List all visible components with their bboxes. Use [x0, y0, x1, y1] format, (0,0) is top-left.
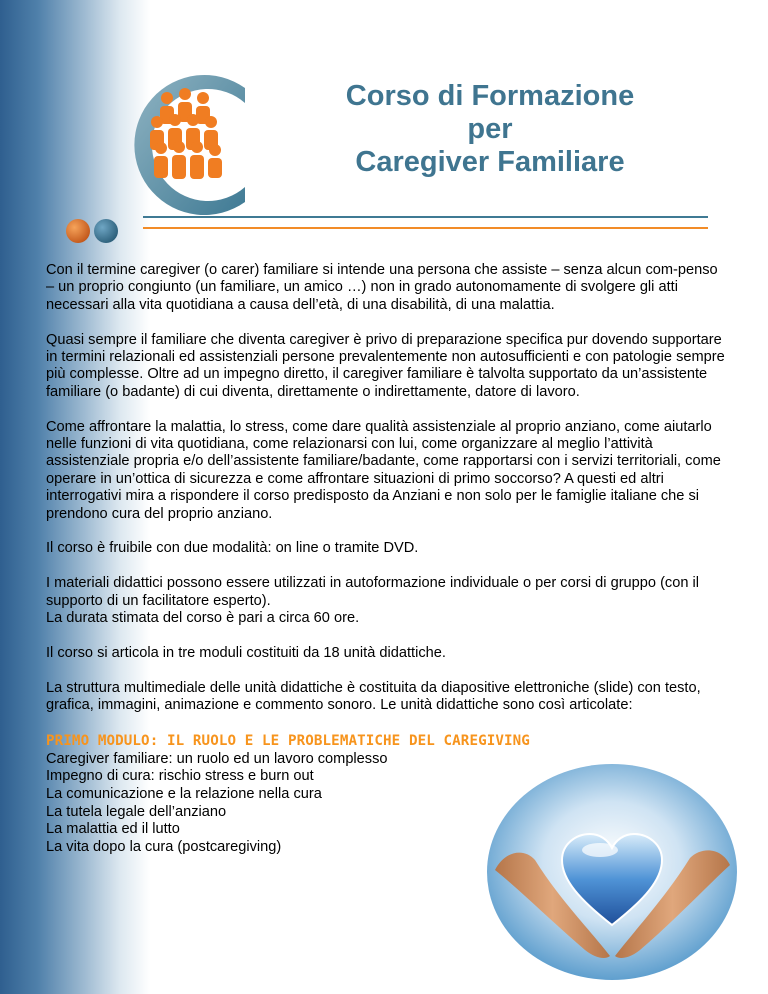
structure-paragraph: Il corso si articola in tre moduli costituiti da 18 unità didattiche. — [46, 644, 446, 661]
module-1-item: Caregiver familiare: un ruolo ed un lavoro complesso — [46, 750, 388, 767]
materials-line-2: La durata stimata del corso è pari a circa 60 ore. — [46, 610, 360, 627]
title-line-2: per — [467, 113, 513, 145]
intro-paragraph-1: Con il termine caregiver (o carer) familiare si intende una persona che assiste – senza alcun com-penso – un proprio congiunto (un familiare, un amico …) non in grado autonomamente di svolgere gli atti necessari alla vita quotidiana a causa dell’età, di una disabilità, di una malattia. — [46, 262, 718, 313]
title-line-1: Corso di Formazione — [345, 80, 635, 112]
intro-paragraph-3: Come affrontare la malattia, lo stress, come dare qualità assistenziale al proprio anziano, come aiutarlo nelle funzioni di vita quotidiana, come relazionarsi con lui, come organizzare al meglio l’attività assistenziale propria e/o dell’assistente familiare/badante, come rapportarsi con i servizi territoriali, come operare in un’ottica di sicurezza e come affrontare situazioni di primo soccorso? A questi ed altri interrogativi mira a rispondere il corso predisposto da Anziani e non solo per le famiglie italiane che si prendono cura del proprio anziano. — [46, 418, 721, 522]
orange-blue-dots-icon — [64, 217, 124, 245]
intro-paragraph-2: Quasi sempre il familiare che diventa caregiver è privo di preparazione specifica pur dovendo supportare in termini relazionali ed assistenziali persone prevalentemente non autosufficienti e con patologie sempre più complesse. Oltre ad un impegno diretto, il caregiver familiare è talvolta supportato da un’assistente familiare (o badante) di cui diventa, direttamente o indirettamente, datore di lavoro. — [46, 331, 725, 400]
module-1-item: La tutela legale dell’anziano — [46, 803, 227, 820]
module-1-item: La comunicazione e la relazione nella cura — [46, 786, 322, 803]
module-1-title: PRIMO MODULO: IL RUOLO E LE PROBLEMATICHE DEL CAREGIVING — [46, 732, 530, 749]
module-1-item: La malattia ed il lutto — [46, 821, 180, 838]
materials-paragraph — [46, 575, 726, 627]
page-title — [290, 80, 690, 179]
multimedia-paragraph: La struttura multimediale delle unità didattiche è costituita da diapositive elettroniche (slide) con testo, grafica, immagini, animazione e commento sonoro. Le unità didattiche sono così articolate: — [46, 679, 701, 714]
intro-paragraph-4: Il corso è fruibile con due modalità: on line o tramite DVD. — [46, 540, 419, 557]
divider-blue — [143, 216, 708, 218]
materials-line-1: I materiali didattici possono essere utilizzati in autoformazione individuale o per corsi di gruppo (con il supporto di un facilitatore esperto). — [46, 575, 699, 609]
module-1-item: La vita dopo la cura (postcaregiving) — [46, 838, 282, 855]
divider-orange — [143, 227, 708, 229]
module-1-item: Impegno di cura: rischio stress e burn out — [46, 768, 314, 785]
hands-holding-heart-icon — [480, 760, 745, 985]
people-group-logo-icon — [95, 70, 270, 220]
title-line-3: Caregiver Familiare — [355, 146, 625, 178]
